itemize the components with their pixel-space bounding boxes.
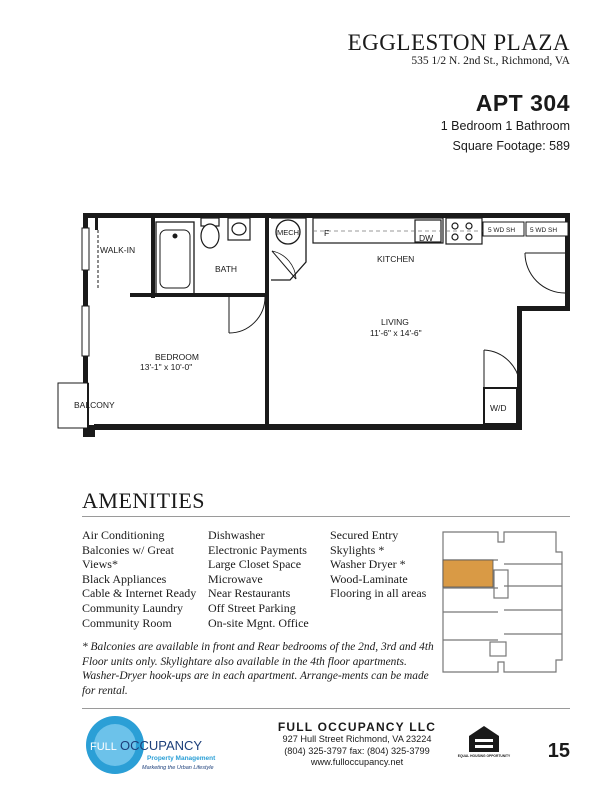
fridge-label: F <box>324 228 330 238</box>
balcony-label: BALCONY <box>74 400 115 410</box>
amenity-item: Views* <box>82 557 118 572</box>
building-key-plan <box>438 530 568 680</box>
amenity-item: Wood-Laminate <box>330 571 408 586</box>
amenity-item: Microwave <box>208 571 263 586</box>
company-info <box>268 720 446 769</box>
bedroom-dims: 13'-1" x 10'-0" <box>140 362 193 372</box>
sink <box>228 218 250 240</box>
bathtub <box>156 222 194 294</box>
company-name: FULL OCCUPANCY LLC <box>277 720 437 734</box>
logo-full-text: FULL <box>90 741 117 753</box>
dishwasher-label: DW <box>419 233 434 243</box>
amenity-item: Balconies w/ Great <box>82 542 174 557</box>
square-footage: Square Footage: 589 <box>452 139 570 153</box>
company-website[interactable]: www.fulloccupancy.net <box>310 757 404 768</box>
logo-occupancy-text: OCCUPANCY <box>120 738 203 753</box>
amenity-item: Off Street Parking <box>208 600 296 615</box>
bedroom-label: BEDROOM <box>155 352 199 362</box>
toilet <box>201 218 219 248</box>
amenity-item: Community Room <box>82 615 172 630</box>
apartment-number: APT 304 <box>475 90 570 116</box>
amenity-item: Large Closet Space <box>208 557 302 572</box>
unit-highlight <box>443 560 493 587</box>
amenity-item: Flooring in all areas <box>330 586 427 601</box>
company-logo <box>84 714 234 776</box>
amenities-column-3 <box>330 528 426 601</box>
equal-housing-icon <box>457 724 511 762</box>
divider <box>82 516 570 517</box>
amenity-item: Cable & Internet Ready <box>82 586 197 601</box>
page-number: 15 <box>547 740 570 762</box>
divider <box>82 708 570 709</box>
walk-in-label: WALK-IN <box>100 245 136 255</box>
company-phone: (804) 325-3797 fax: (804) 325-3799 <box>284 745 430 756</box>
amenity-item: Community Laundry <box>82 600 183 615</box>
wd-label: W/D <box>490 403 507 413</box>
amenity-item: Near Restaurants <box>208 586 291 601</box>
amenity-item: On-site Mgnt. Office <box>208 615 309 630</box>
equal-housing-text: EQUAL HOUSING OPPORTUNITY <box>457 754 511 758</box>
logo-subtitle: Property Management <box>147 755 216 762</box>
amenity-item: Secured Entry <box>330 528 399 542</box>
amenity-item: Air Conditioning <box>82 528 165 542</box>
building-name: EGGLESTON PLAZA <box>347 30 570 55</box>
mech-label: MECH <box>277 228 300 237</box>
amenities-column-1 <box>82 528 196 630</box>
company-address: 927 Hull Street Richmond, VA 23224 <box>282 734 432 744</box>
living-label: LIVING <box>381 317 409 327</box>
window-label-1: 5 WD SH <box>488 227 516 234</box>
amenity-item: Black Appliances <box>82 571 167 586</box>
unit-type: 1 Bedroom 1 Bathroom <box>440 119 570 133</box>
amenity-item: Washer Dryer * <box>330 557 406 572</box>
logo-tagline: Marketing the Urban Lifestyle <box>142 765 214 771</box>
amenity-item: Dishwasher <box>208 528 265 542</box>
amenities-column-2 <box>208 528 309 630</box>
window-label-2: 5 WD SH <box>530 227 558 234</box>
building-address: 535 1/2 N. 2nd St., Richmond, VA <box>411 55 570 67</box>
kitchen-label: KITCHEN <box>377 254 415 264</box>
amenity-item: Skylights * <box>330 542 385 557</box>
amenity-item: Electronic Payments <box>208 542 307 557</box>
bath-label: BATH <box>215 264 238 274</box>
amenities-title: AMENITIES <box>82 488 206 513</box>
amenities-note: * Balconies are available in front and Rear bedrooms of the 2nd, 3rd and 4th Floor units only. Skylightare also available in the 4th floor apartments. Washer-Dryer hook-ups are in each apartment. Arrange-ments can be made for rental. <box>82 641 434 697</box>
living-dims: 11'-6" x 14'-6" <box>370 328 422 338</box>
